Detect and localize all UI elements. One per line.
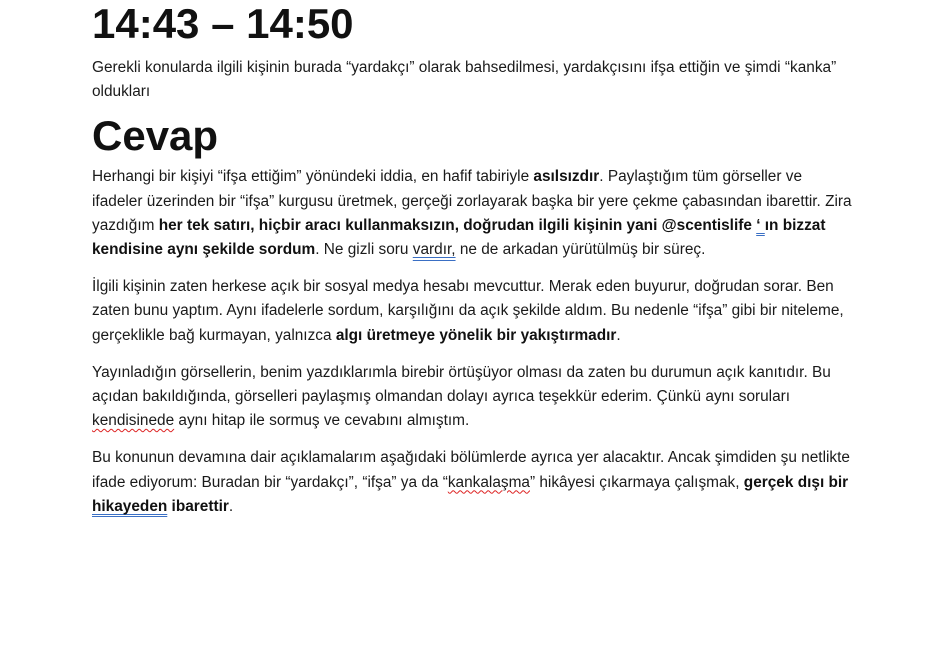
spelling-flagged-word[interactable]: kankalaşma [447,473,530,491]
text-run: . [616,326,621,344]
text-run: . [228,497,234,515]
text-run: Herhangi bir kişiyi “ifşa ettiğim” yönündeki iddia, en hafif tabiriyle [92,168,534,186]
grammar-flagged-word[interactable]: hikayeden [92,497,168,515]
grammar-flagged-word[interactable]: vardır, [412,241,456,259]
bold-run: her tek satırı, hiçbir aracı kullanmaksızın, doğrudan ilgili kişinin yani @scentislife [158,216,757,234]
section-heading-cevap: Cevap [92,112,219,160]
paragraph-3 [92,361,852,434]
text-run: İlgili kişinin zaten herkese açık bir sosyal medya hesabı mevcuttur. Merak eden buyurur, doğrudan sorar. Ben zaten bunu yaptım. Aynı ifadelerle sordum, karşılığını da açık şekilde aldım. Bu nedenle “ifşa” gibi bir niteleme, gerçeklikle bağ kurmayan, yalnızca [92,278,844,344]
bold-run: gerçek dışı bir [743,473,849,491]
document-body [92,0,852,532]
bold-run: asılsızdır [533,168,600,186]
paragraph-1 [92,165,852,262]
text-run: ” hikâyesi çıkarmaya çalışmak, [529,473,744,491]
time-range-heading: 14:43 – 14:50 [92,0,354,47]
spelling-flagged-word[interactable]: kendisinede [92,412,175,430]
text-run: aynı hitap ile sormuş ve cevabını almıştım. [174,412,470,430]
text-run: ne de arkadan yürütülmüş bir süreç. [455,241,706,259]
bold-run: ibarettir [167,497,229,515]
bold-run: algı üretmeye yönelik bir yakıştırmadır [335,326,617,344]
text-run: . Paylaştığım tüm görseller ve ifadeler üzerinden bir “ifşa” kurgusu üretmek, gerçeği zorlayarak başka bir yere çekme çabasından ibarettir. Zira yazdığım [92,168,852,234]
intro-paragraph: Gerekli konularda ilgili kişinin burada “yardakçı” olarak bahsedilmesi, yardakçısını ifşa ettiğin ve şimdi “kanka” oldukları [92,59,837,101]
paragraph-2 [92,275,852,348]
paragraph-4 [92,446,852,519]
text-run: Yayınladığın görsellerin, benim yazdıklarımla birebir örtüşüyor olması da zaten bu durumun açık kanıtıdır. Bu açıdan bakıldığında, görselleri paylaşmış olmandan dolayı ayrıca teşekkür ederim. Çünkü aynı soruları [92,363,831,406]
grammar-flagged-run: ‘ [756,216,765,234]
text-run: Bu konunun devamına dair açıklamalarım aşağıdaki bölümlerde ayrıca yer alacaktır. Ancak şimdiden şu netlikte ifade ediyorum: Buradan bir “yardakçı”, “ifşa” ya da “ [92,449,850,491]
bold-run: ın bizzat kendisine aynı şekilde sordum [92,216,826,259]
text-run: . Ne gizli soru [315,241,413,259]
